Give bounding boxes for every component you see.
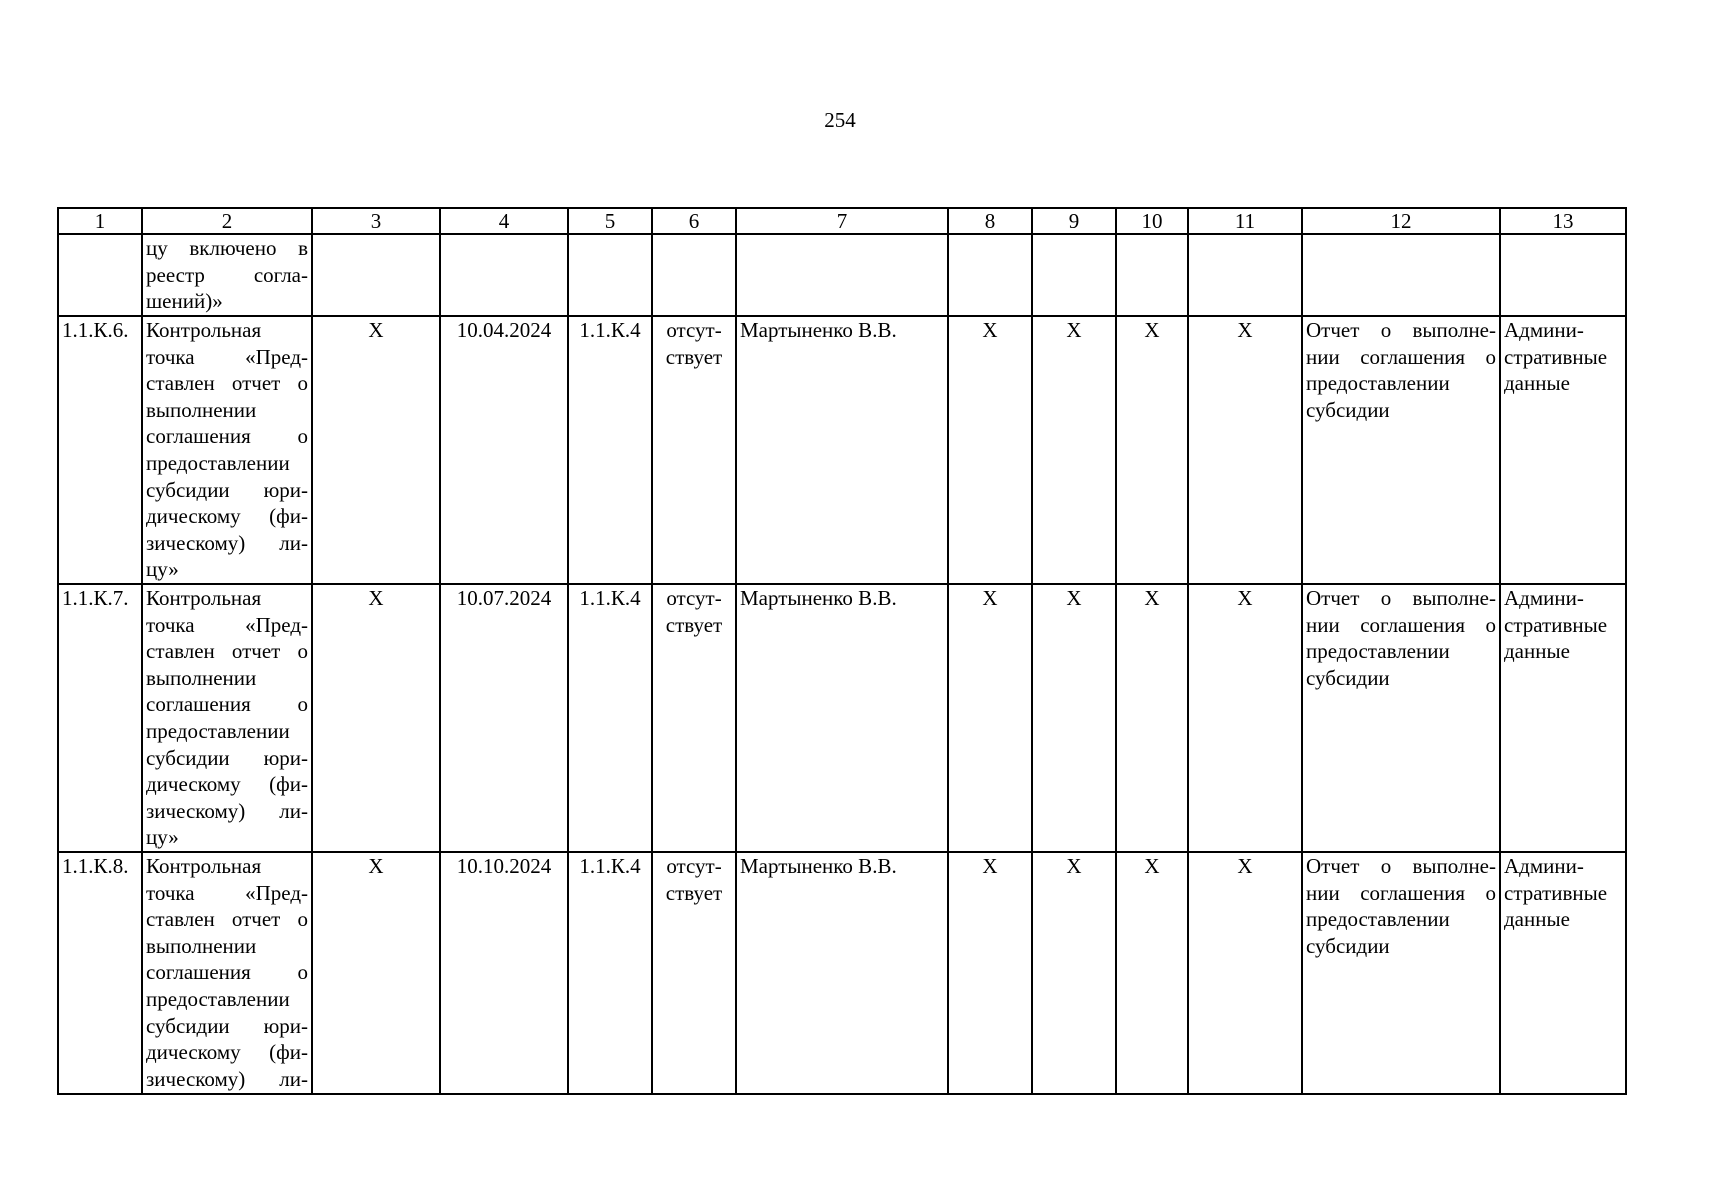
responsible-person: Мартыненко В.В.	[736, 852, 948, 1094]
table-cell: отсут- ствует	[652, 852, 736, 1094]
table-cell: Х	[1188, 316, 1302, 584]
table-cell	[1116, 234, 1188, 316]
document-type: Отчет о выполне- нии соглашения о предоставлении субсидии	[1302, 852, 1500, 1094]
column-header: 10	[1116, 208, 1188, 234]
table-cell: Х	[1116, 316, 1188, 584]
responsible-person: Мартыненко В.В.	[736, 316, 948, 584]
data-source: Админи- стративные данные	[1500, 852, 1626, 1094]
document-type: Отчет о выполне- нии соглашения о предоставлении субсидии	[1302, 316, 1500, 584]
table-cell	[312, 234, 440, 316]
table-cell: Х	[1188, 852, 1302, 1094]
table-cell	[1500, 234, 1626, 316]
table-cell	[948, 234, 1032, 316]
table-cell: Х	[1032, 316, 1116, 584]
table-cell: отсут- ствует	[652, 584, 736, 852]
row-code: 1.1.К.8.	[58, 852, 142, 1094]
control-point-description: Контрольная точка «Пред- ставлен отчет о выполнении соглашения о предоставлении субсидии юри- дическому (фи- зическому) ли- цу»	[142, 584, 312, 852]
table-cell	[736, 234, 948, 316]
table-cell: Х	[1032, 852, 1116, 1094]
page-number: 254	[824, 108, 856, 132]
table-row	[58, 316, 1626, 584]
column-header: 4	[440, 208, 568, 234]
table-cell: 1.1.К.4	[568, 316, 652, 584]
date-cell: 10.04.2024	[440, 316, 568, 584]
column-header: 11	[1188, 208, 1302, 234]
column-header: 2	[142, 208, 312, 234]
responsible-person: Мартыненко В.В.	[736, 584, 948, 852]
date-cell: 10.10.2024	[440, 852, 568, 1094]
table-cell: Х	[1116, 852, 1188, 1094]
table-cell	[440, 234, 568, 316]
table-cell	[1302, 234, 1500, 316]
table-cell: Х	[1032, 584, 1116, 852]
table-cell: Х	[948, 316, 1032, 584]
table-cell: Х	[312, 852, 440, 1094]
column-header: 13	[1500, 208, 1626, 234]
data-source: Админи- стративные данные	[1500, 584, 1626, 852]
table-cell	[58, 234, 142, 316]
table-cell: Х	[312, 584, 440, 852]
date-cell: 10.07.2024	[440, 584, 568, 852]
column-header: 9	[1032, 208, 1116, 234]
table-cell: Х	[948, 584, 1032, 852]
document-table	[57, 207, 1627, 1095]
row-code: 1.1.К.7.	[58, 584, 142, 852]
table-cell: Х	[312, 316, 440, 584]
table-cell: 1.1.К.4	[568, 584, 652, 852]
table-cell	[652, 234, 736, 316]
document-type: Отчет о выполне- нии соглашения о предоставлении субсидии	[1302, 584, 1500, 852]
table-cell	[1188, 234, 1302, 316]
table-cell: 1.1.К.4	[568, 852, 652, 1094]
column-header: 1	[58, 208, 142, 234]
table-row	[58, 852, 1626, 1094]
table-row	[58, 584, 1626, 852]
column-header: 5	[568, 208, 652, 234]
table-cell	[1032, 234, 1116, 316]
table-cell: Х	[948, 852, 1032, 1094]
data-source: Админи- стративные данные	[1500, 316, 1626, 584]
table-cell: Х	[1188, 584, 1302, 852]
table-cell: отсут- ствует	[652, 316, 736, 584]
column-header: 3	[312, 208, 440, 234]
control-point-description: цу включено в реестр согла- шений)»	[142, 234, 312, 316]
control-point-description: Контрольная точка «Пред- ставлен отчет о выполнении соглашения о предоставлении субсидии юри- дическому (фи- зическому) ли-	[142, 852, 312, 1094]
column-header: 6	[652, 208, 736, 234]
control-point-description: Контрольная точка «Пред- ставлен отчет о выполнении соглашения о предоставлении субсидии юри- дическому (фи- зическому) ли- цу»	[142, 316, 312, 584]
continuation-row	[58, 234, 1626, 316]
column-header: 8	[948, 208, 1032, 234]
row-code: 1.1.К.6.	[58, 316, 142, 584]
header-row	[58, 208, 1626, 234]
table-cell	[568, 234, 652, 316]
column-header: 12	[1302, 208, 1500, 234]
column-header: 7	[736, 208, 948, 234]
table-cell: Х	[1116, 584, 1188, 852]
